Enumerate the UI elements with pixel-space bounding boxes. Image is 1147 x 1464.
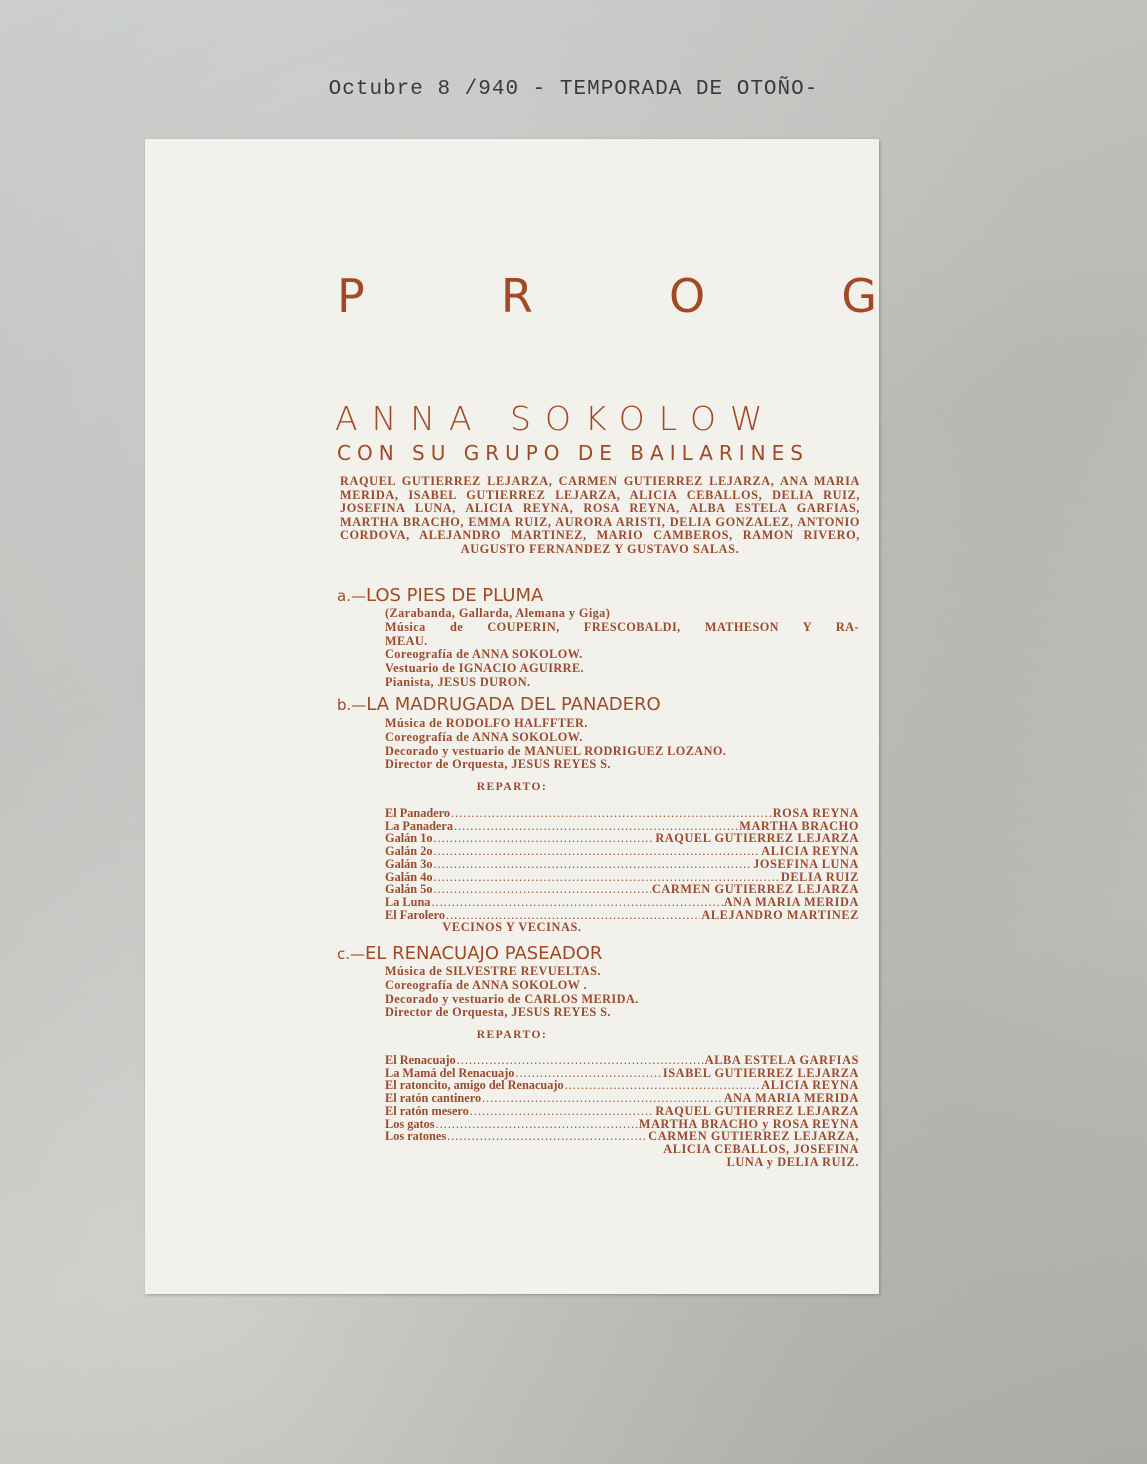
credit-line: Decorado y vestuario de MANUEL RODRIGUEZ LOZANO. (385, 743, 727, 758)
reparto-heading: REPARTO: (476, 781, 548, 793)
cast-continuation (385, 1156, 859, 1169)
credit-line: Coreografía de ANNA SOKOLOW. (385, 729, 583, 744)
actor: ISABEL GUTIERREZ LEJARZA (662, 1065, 859, 1080)
cast-row (385, 1092, 859, 1105)
credit-line: Música de RODOLFO HALFFTER. (385, 716, 588, 730)
section-b-title (337, 694, 661, 715)
actor: ALEJANDRO MARTINEZ (701, 907, 859, 922)
role: Los gatos (385, 1116, 435, 1131)
title-letter: R (500, 269, 533, 323)
actor: RAQUEL GUTIERREZ LEJARZA (655, 831, 859, 846)
role: La Panadera (385, 818, 453, 833)
role: Galán 2o (385, 844, 433, 859)
actor: MARTHA BRACHO (739, 818, 859, 833)
cast-row (385, 858, 859, 871)
credit-line: Pianista, JESUS DURON. (385, 674, 531, 689)
section-title-text: EL RENACUAJO PASEADOR (365, 943, 603, 964)
actor: CARMEN GUTIERREZ LEJARZA, (648, 1129, 859, 1144)
artist-name: ANNA SOKOLOW (335, 399, 777, 438)
role: Galán 5o (385, 882, 433, 897)
program-title (337, 269, 877, 323)
role: La Mamá del Renacuajo (385, 1065, 515, 1080)
actor: ALICIA REYNA (761, 1078, 859, 1093)
role: El Panadero (385, 806, 451, 820)
role: El Renacuajo (385, 1053, 456, 1067)
actor: LUNA y DELIA RUIZ. (726, 1154, 859, 1169)
group-subtitle: CON SU GRUPO DE BAILARINES (337, 441, 809, 465)
section-c-credits (385, 965, 859, 1020)
credit-line: (Zarabanda, Gallarda, Alemana y Giga) (385, 606, 611, 620)
reparto-heading: REPARTO: (476, 1029, 548, 1041)
cast-row (385, 1054, 859, 1067)
program-content (145, 139, 879, 1294)
title-letter: P (337, 269, 365, 323)
credit-line: MEAU. (385, 633, 428, 648)
section-title-text: LOS PIES DE PLUMA (365, 585, 544, 606)
role: Galán 4o (385, 869, 433, 884)
credit-line: Director de Orquesta, JESUS REYES S. (385, 757, 611, 772)
role: El Farolero (385, 907, 445, 922)
cast-row (385, 845, 859, 858)
program-leaflet (145, 139, 879, 1294)
cast-continuation (385, 1143, 859, 1156)
actor: ROSA REYNA (772, 806, 859, 820)
actor: ALICIA REYNA (761, 844, 859, 859)
actor: DELIA RUIZ (780, 869, 859, 884)
role: El ratoncito, amigo del Renacuajo (385, 1078, 564, 1093)
typed-date-header: Octubre 8 /940 - TEMPORADA DE OTOÑO- (328, 78, 819, 101)
role: El ratón mesero (385, 1103, 469, 1118)
actor: ALICIA CEBALLOS, JOSEFINA (663, 1141, 859, 1156)
cast-row (385, 807, 859, 820)
role: Galán 1o (385, 831, 433, 846)
actor: ANA MARIA MERIDA (723, 1091, 859, 1106)
actor: CARMEN GUTIERREZ LEJARZA (651, 882, 859, 897)
title-letter: O (668, 269, 706, 323)
actor: JOSEFINA LUNA (753, 856, 859, 871)
section-b-credits (385, 717, 859, 772)
cast-list-b (385, 807, 859, 921)
section-title-text: LA MADRUGADA DEL PANADERO (366, 694, 661, 715)
section-a-title (337, 585, 543, 606)
actor: RAQUEL GUTIERREZ LEJARZA (655, 1103, 859, 1118)
title-letter: G (841, 269, 877, 323)
credit-line: Coreografía de ANNA SOKOLOW . (385, 977, 588, 992)
credit-line: Coreografía de ANNA SOKOLOW. (385, 647, 583, 662)
section-letter: a.— (337, 587, 366, 605)
role: La Luna (385, 894, 431, 909)
cast-footer: VECINOS Y VECINAS. (442, 920, 582, 934)
credit-line: Decorado y vestuario de CARLOS MERIDA. (385, 991, 639, 1006)
cast-list-c (385, 1054, 859, 1168)
section-letter: b.— (337, 696, 367, 714)
credit-line: Música de COUPERIN, FRESCOBALDI, MATHESON Y RA- (385, 619, 859, 634)
actor: ALBA ESTELA GARFIAS (704, 1053, 859, 1067)
actor: ANA MARIA MERIDA (723, 894, 859, 909)
actor: MARTHA BRACHO y ROSA REYNA (638, 1116, 859, 1131)
section-c-title (337, 943, 602, 964)
role: Galán 3o (385, 856, 433, 871)
role: El ratón cantinero (385, 1091, 482, 1106)
credit-line: Vestuario de IGNACIO AGUIRRE. (385, 661, 585, 676)
credit-line: Música de SILVESTRE REVUELTAS. (385, 964, 601, 978)
role: Los ratones (385, 1129, 447, 1144)
cast-row (385, 1105, 859, 1118)
dancer-list: RAQUEL GUTIERREZ LEJARZA, CARMEN GUTIERREZ LEJARZA, ANA MARIA MERIDA, ISABEL GUTIERREZ LEJARZA, ALICIA CEBALLOS, DELIA RUIZ, JOSEFINA LUNA, ALICIA REYNA, ROSA REYNA, ALBA ESTELA GARFIAS, MARTHA BRACHO, EMMA RUIZ, AURORA ARISTI, DELIA GONZALEZ, ANTONIO CORDOVA, ALEJANDRO MARTINEZ, MARIO CAMBEROS, RAMON RIVERO, AUGUSTO FERNANDEZ Y GUSTAVO SALAS. (340, 474, 860, 556)
credit-line: Director de Orquesta, JESUS REYES S. (385, 1005, 611, 1020)
section-a-credits (385, 607, 859, 690)
cast-row (385, 896, 859, 909)
section-letter: c.— (337, 945, 366, 963)
